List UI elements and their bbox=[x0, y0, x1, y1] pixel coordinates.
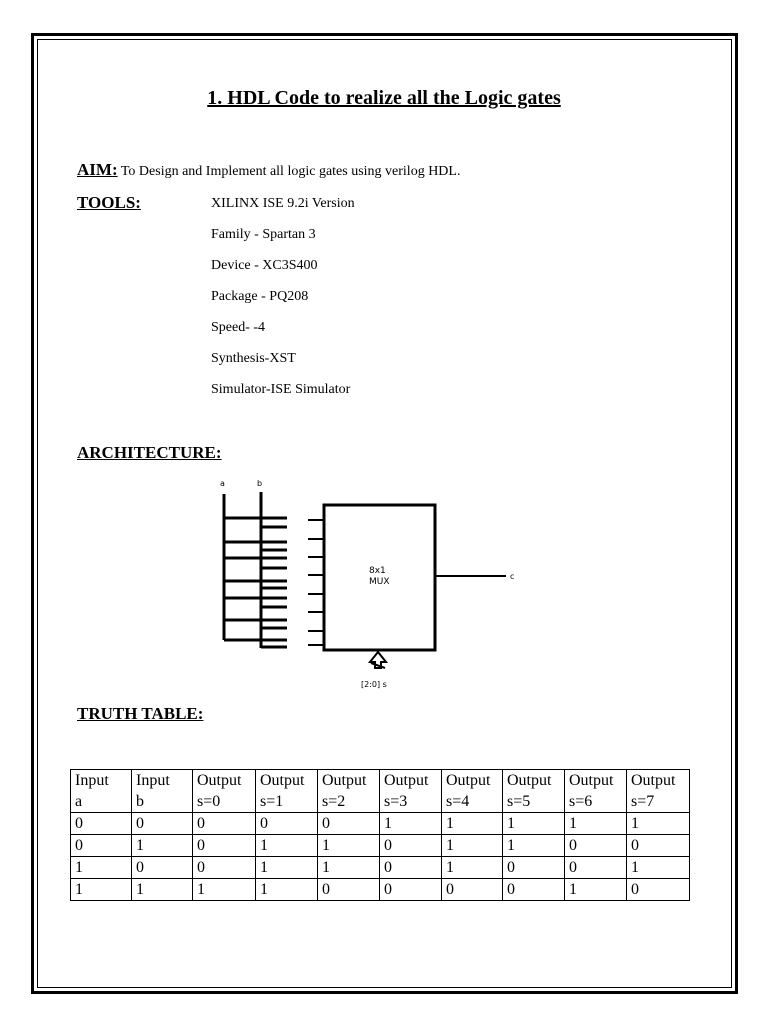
table-cell: 0 bbox=[627, 879, 690, 901]
column-header: Output s=2 bbox=[318, 770, 380, 813]
mux-diagram bbox=[200, 470, 540, 695]
table-cell: 1 bbox=[132, 835, 193, 857]
table-cell: 1 bbox=[442, 835, 503, 857]
table-cell: 0 bbox=[318, 879, 380, 901]
table-cell: 1 bbox=[503, 813, 565, 835]
table-cell: 1 bbox=[132, 879, 193, 901]
truth-table bbox=[70, 769, 690, 901]
column-header: Output s=0 bbox=[193, 770, 256, 813]
tool-item: Package - PQ208 bbox=[211, 289, 309, 304]
table-cell: 0 bbox=[565, 835, 627, 857]
table-cell: 0 bbox=[503, 879, 565, 901]
column-header: Output s=6 bbox=[565, 770, 627, 813]
truth-table-label: TRUTH TABLE: bbox=[77, 704, 204, 723]
table-cell: 1 bbox=[565, 879, 627, 901]
table-row bbox=[71, 879, 690, 901]
table-cell: 0 bbox=[193, 813, 256, 835]
tool-item: Device - XC3S400 bbox=[211, 258, 318, 273]
select-arrow-icon bbox=[370, 652, 386, 668]
table-cell: 1 bbox=[193, 879, 256, 901]
column-header: Output s=1 bbox=[256, 770, 318, 813]
table-cell: 0 bbox=[442, 879, 503, 901]
tool-item: Simulator-ISE Simulator bbox=[211, 382, 351, 397]
input-a-label: a bbox=[220, 479, 225, 488]
table-cell: 0 bbox=[71, 813, 132, 835]
table-cell: 1 bbox=[503, 835, 565, 857]
table-cell: 1 bbox=[256, 835, 318, 857]
tools-label: TOOLS: bbox=[77, 193, 141, 212]
mux-label-name: MUX bbox=[369, 577, 390, 587]
table-cell: 1 bbox=[318, 857, 380, 879]
tools-list bbox=[211, 196, 355, 413]
select-label: [2:0] s bbox=[361, 680, 387, 689]
table-cell: 0 bbox=[132, 813, 193, 835]
table-cell: 0 bbox=[193, 857, 256, 879]
table-cell: 0 bbox=[565, 857, 627, 879]
table-cell: 0 bbox=[380, 879, 442, 901]
table-row bbox=[71, 857, 690, 879]
table-cell: 0 bbox=[318, 813, 380, 835]
mux-label-size: 8x1 bbox=[369, 566, 386, 576]
table-cell: 0 bbox=[380, 857, 442, 879]
table-cell: 0 bbox=[627, 835, 690, 857]
table-cell: 0 bbox=[132, 857, 193, 879]
column-header: Output s=5 bbox=[503, 770, 565, 813]
column-header: Output s=3 bbox=[380, 770, 442, 813]
tool-item: Synthesis-XST bbox=[211, 351, 296, 366]
architecture-label: ARCHITECTURE: bbox=[77, 443, 222, 462]
column-header: Input a bbox=[71, 770, 132, 813]
table-cell: 1 bbox=[71, 857, 132, 879]
input-bus-lines bbox=[224, 492, 287, 648]
table-cell: 1 bbox=[380, 813, 442, 835]
table-cell: 1 bbox=[442, 813, 503, 835]
column-header: Input b bbox=[132, 770, 193, 813]
column-header: Output s=4 bbox=[442, 770, 503, 813]
table-cell: 1 bbox=[318, 835, 380, 857]
table-cell: 1 bbox=[565, 813, 627, 835]
column-header: Output s=7 bbox=[627, 770, 690, 813]
mux-input-stubs bbox=[308, 520, 323, 645]
table-cell: 0 bbox=[193, 835, 256, 857]
table-row bbox=[71, 835, 690, 857]
output-c-label: c bbox=[510, 572, 515, 581]
table-cell: 1 bbox=[627, 813, 690, 835]
aim-text: To Design and Implement all logic gates using verilog HDL. bbox=[117, 164, 461, 179]
table-cell: 0 bbox=[256, 813, 318, 835]
mux-diagram-svg bbox=[200, 470, 540, 695]
table-cell: 1 bbox=[442, 857, 503, 879]
aim-section bbox=[77, 160, 460, 180]
page-title: 1. HDL Code to realize all the Logic gates bbox=[207, 87, 561, 109]
table-cell: 0 bbox=[503, 857, 565, 879]
table-cell: 0 bbox=[71, 835, 132, 857]
table-header-row bbox=[71, 770, 690, 813]
table-cell: 1 bbox=[627, 857, 690, 879]
aim-label: AIM: bbox=[77, 160, 118, 179]
input-b-label: b bbox=[257, 479, 263, 488]
table-cell: 1 bbox=[256, 879, 318, 901]
table-row bbox=[71, 813, 690, 835]
table-cell: 1 bbox=[256, 857, 318, 879]
tool-item: XILINX ISE 9.2i Version bbox=[211, 196, 355, 211]
table-cell: 1 bbox=[71, 879, 132, 901]
tool-item: Family - Spartan 3 bbox=[211, 227, 316, 242]
table-cell: 0 bbox=[380, 835, 442, 857]
tool-item: Speed- -4 bbox=[211, 320, 266, 335]
